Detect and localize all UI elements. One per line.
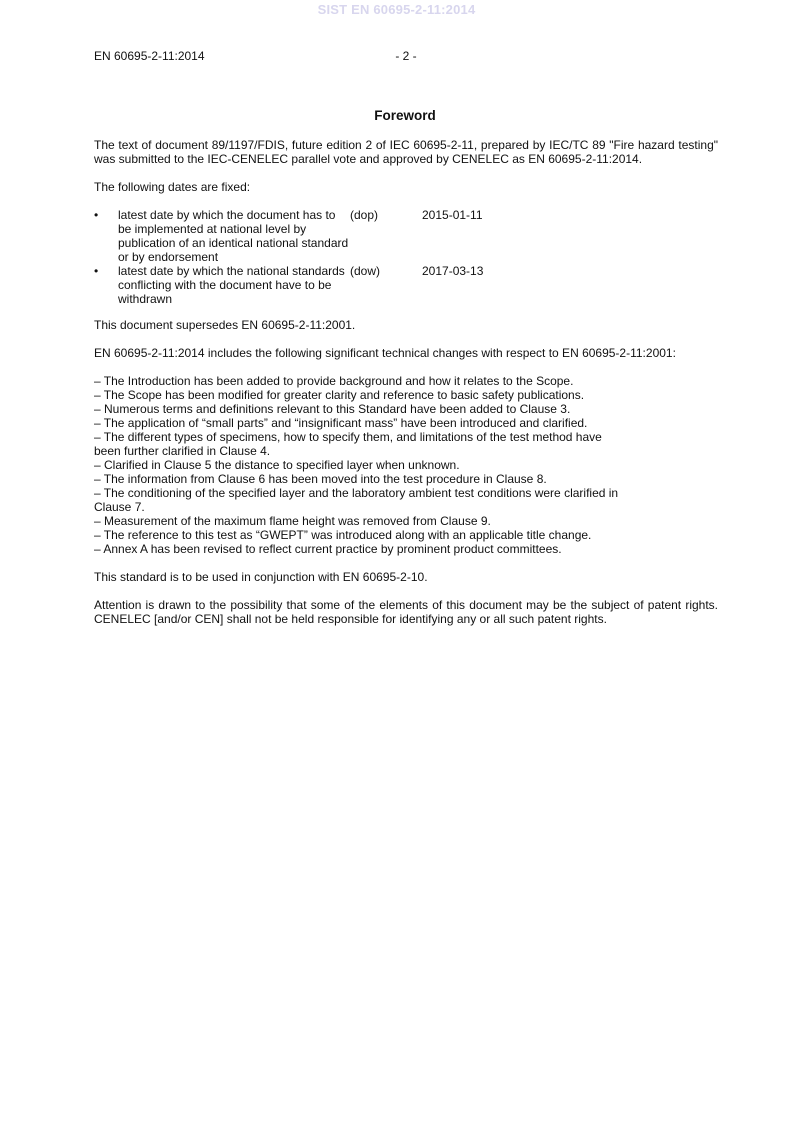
page-header: [94, 49, 718, 63]
bullet-icon: •: [94, 264, 99, 278]
bullet-icon: •: [94, 208, 99, 222]
date-item-dop: [94, 208, 718, 264]
watermark: SIST EN 60695-2-11:2014: [317, 2, 476, 17]
changes-list: [94, 374, 718, 556]
change-item: – The information from Clause 6 has been moved into the test procedure in Clause 8.: [94, 472, 547, 486]
date-description: latest date by which the national standards conflicting with the document have to be withdrawn: [118, 264, 345, 306]
dates-list: [94, 208, 718, 306]
date-item-dow: [94, 264, 718, 306]
change-item: – The conditioning of the specified layer and the laboratory ambient test conditions were clarified in Clause 7.: [94, 486, 619, 514]
change-item: – Annex A has been revised to reflect current practice by prominent product committees.: [94, 542, 562, 556]
change-item: – Numerous terms and definitions relevant to this Standard have been added to Clause 3.: [94, 402, 571, 416]
change-item: – Clarified in Clause 5 the distance to specified layer when unknown.: [94, 458, 460, 472]
document-body: [94, 138, 718, 640]
change-item: – The Introduction has been added to provide background and how it relates to the Scope.: [94, 374, 574, 388]
supersedes-paragraph: This document supersedes EN 60695-2-11:2001.: [94, 318, 356, 332]
header-document-id: EN 60695-2-11:2014: [94, 49, 205, 63]
changes-intro-paragraph: EN 60695-2-11:2014 includes the following significant technical changes with respect to EN 60695-2-11:2001:: [94, 346, 676, 360]
patent-paragraph: Attention is drawn to the possibility that some of the elements of this document may be the subject of patent rights. CENELEC [and/or CEN] shall not be held responsible for identifying any or all such patent rights.: [94, 598, 718, 626]
page-title: Foreword: [374, 108, 436, 123]
date-value: 2015-01-11: [422, 208, 483, 222]
date-abbreviation: (dow): [350, 264, 381, 278]
dates-intro-paragraph: The following dates are fixed:: [94, 180, 251, 194]
date-abbreviation: (dop): [350, 208, 379, 222]
change-item: – The reference to this test as “GWEPT” was introduced along with an applicable title change.: [94, 528, 592, 542]
change-item: – The application of “small parts” and “insignificant mass” have been introduced and clarified.: [94, 416, 588, 430]
change-item: – The Scope has been modified for greater clarity and reference to basic safety publications.: [94, 388, 585, 402]
date-value: 2017-03-13: [422, 264, 484, 278]
date-description: latest date by which the document has to be implemented at national level by publication of an identical national standard or by endorsement: [118, 208, 349, 264]
change-item: – Measurement of the maximum flame height was removed from Clause 9.: [94, 514, 491, 528]
header-page-number: - 2 -: [395, 49, 417, 63]
intro-paragraph: The text of document 89/1197/FDIS, future edition 2 of IEC 60695-2-11, prepared by IEC/TC 89 "Fire hazard testing" was submitted to the IEC-CENELEC parallel vote and approved by CENELEC as EN 60695-2-11:2014.: [94, 138, 718, 166]
conjunction-paragraph: This standard is to be used in conjunction with EN 60695-2-10.: [94, 570, 428, 584]
change-item: – The different types of specimens, how to specify them, and limitations of the test method have been further clarified in Clause 4.: [94, 430, 602, 458]
